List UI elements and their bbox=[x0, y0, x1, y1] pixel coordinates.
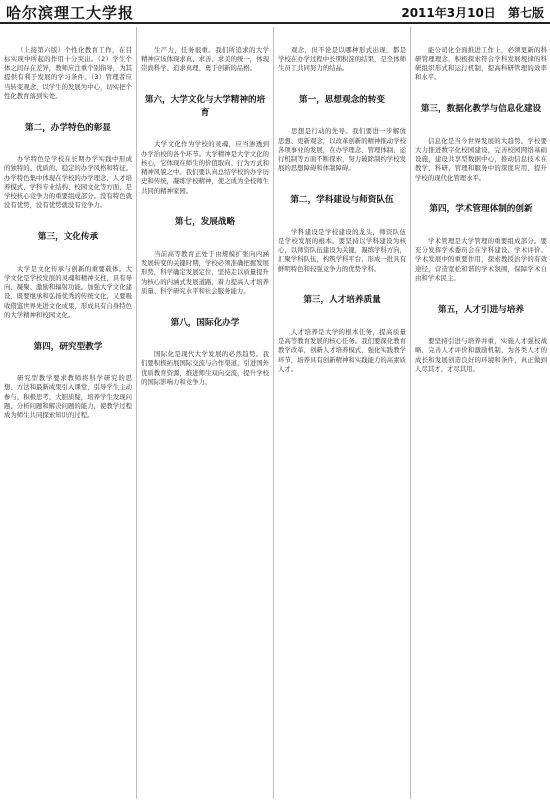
section-heading: 第八，国际化办学 bbox=[170, 317, 240, 328]
paragraph: 能公司化全面推进工作上，必须更新的科研管理理念，积极探索符合学科发展规律的科研组织形式和运行机制，提高科研管理的效率和水平。 bbox=[415, 45, 547, 82]
paragraph: 大学文化作为学校的灵魂，应当渗透到办学治校的各个环节。大学精神是大学文化的核心，它体现在师生的价值取向、行为方式和精神风貌之中。我们要认真总结学校的办学历史和传统，凝练学校精神，使之成为全校师生共同的精神家园。 bbox=[141, 140, 269, 195]
column-divider bbox=[410, 27, 411, 799]
paragraph: 研究型教学要求教师将科学研究的思想、方法和最新成果引入课堂，引导学生主动参与、积极思考、大胆质疑，培养学生发现问题、分析问题和解决问题的能力，使教学过程成为师生共同探索知识的过程。 bbox=[4, 374, 132, 419]
section-heading: 第五，人才引进与培养 bbox=[438, 304, 524, 315]
section-heading: 第四，研究型教学 bbox=[33, 341, 103, 352]
issue-info bbox=[393, 4, 544, 21]
paragraph: 人才培养是大学的根本任务，提高质量是高等教育发展的核心任务。我们要深化教育教学改革，创新人才培养模式，强化实践教学环节，培养具有创新精神和实践能力的高素质人才。 bbox=[278, 327, 406, 373]
masthead bbox=[0, 0, 550, 24]
section-heading: 第三，文化传承 bbox=[37, 232, 99, 242]
paragraph: 大学是文化传承与创新的重要载体。大学文化是学校发展的灵魂和精神支柱，具有导向、凝聚、激励和辐射功能。加强大学文化建设，既要继承和弘扬优秀的传统文化，又要吸收借鉴世界先进文化成果，形成具有自身特色的大学精神和校园文化。 bbox=[4, 264, 132, 319]
paragraph: 要坚持引进与培养并重，实施人才强校战略，完善人才评价和激励机制，为各类人才的成长和发展创造良好的环境和条件，真正做到人尽其才、才尽其用。 bbox=[415, 337, 547, 373]
article-columns bbox=[4, 27, 548, 799]
paragraph: 生产力，任务很重。我们所追求的大学精神应该体现求真、求善、求美的统一，体现崇尚科学、追求真理、勇于创新的品格。 bbox=[141, 45, 269, 72]
column-1 bbox=[4, 27, 132, 799]
column-divider bbox=[273, 27, 274, 799]
paragraph: 当前高等教育正处于由规模扩张向内涵发展转变的关键时期，学校必须准确把握发展形势，科学确定发展定位，坚持走以质量提升为核心的内涵式发展道路，着力提高人才培养质量、科学研究水平和社会服务能力。 bbox=[141, 249, 269, 295]
paragraph: （上接第六版）个性化教育工作，在目标实现中所起的作用十分突出。（2）学生个体之间存在差异，教师应注重个别指导，为其提供有利于发展的学习条件。（3）管理者应当转变观念，以学生的发展为中心，切实把个性化教育落到实处。 bbox=[4, 45, 132, 100]
section-heading: 第七，发展战略 bbox=[174, 217, 236, 228]
section-heading: 第六，大学文化与大学精神的培育 bbox=[144, 94, 266, 118]
newspaper-title: 哈尔滨理工大学报 bbox=[6, 4, 135, 22]
page-number: 第七版 bbox=[507, 6, 544, 20]
paragraph: 学科建设是学校建设的龙头，师资队伍是学校发展的根本。要坚持以学科建设为核心，以师资队伍建设为关键，凝练学科方向，汇聚学科队伍，构筑学科平台，形成一批具有鲜明特色和较强竞争力的优势学科。 bbox=[278, 227, 406, 273]
column-divider bbox=[136, 27, 137, 799]
column-4 bbox=[415, 27, 547, 799]
section-heading: 第三，数据化教学与信息化建设 bbox=[420, 104, 542, 114]
section-heading: 第三，人才培养质量 bbox=[303, 295, 381, 306]
section-heading: 第二，学科建设与师资队伍 bbox=[290, 195, 394, 205]
paragraph: 信息化是当今世界发展的大趋势。学校要大力推进数字化校园建设，完善校园网络基础设施，建设共享型数据中心，推动信息技术在教学、科研、管理和服务中的深度应用，提升学校的现代化管理水平。 bbox=[415, 136, 547, 182]
section-heading: 第四，学术管理体制的创新 bbox=[429, 204, 533, 215]
section-heading: 第二，办学特色的彰显 bbox=[25, 122, 111, 133]
paragraph: 思想是行动的先导。我们要进一步解放思想、更新观念，以改革创新的精神推动学校各项事业的发展，在办学理念、管理体制、运行机制等方面不断探索，努力破除制约学校发展的思想障碍和体制障碍。 bbox=[278, 127, 406, 173]
paragraph: 观念，但不论是以哪种形式出现，都是学校在办学过程中长期积淀的结果，是全体师生员工共同努力的结晶。 bbox=[278, 45, 406, 72]
section-heading: 第一，思想观念的转变 bbox=[299, 94, 385, 105]
issue-date: 2011年3月10日 bbox=[401, 6, 496, 20]
paragraph: 学术管理是大学管理的重要组成部分。要充分发挥学术委员会在学科建设、学术评价、学术发展中的重要作用，探索教授治学的有效途径，营造宽松和谐的学术氛围，保障学术自由和学术民主。 bbox=[415, 236, 547, 282]
column-3 bbox=[278, 27, 406, 799]
paragraph: 国际化是现代大学发展的必然趋势。我们要积极拓展国际交流与合作渠道，引进国外优质教育资源，推进师生双向交流，提升学校的国际影响力和竞争力。 bbox=[141, 350, 269, 386]
column-2 bbox=[141, 27, 269, 799]
paragraph: 办学特色是学校在长期办学实践中形成的独特的、优质的、稳定的办学风格和特征。办学特色集中体现在学校的办学理念、人才培养模式、学科专业结构、校园文化等方面，是学校核心竞争力的重要组成部分。没有特色就没有优势，没有优势就没有竞争力。 bbox=[4, 155, 132, 210]
